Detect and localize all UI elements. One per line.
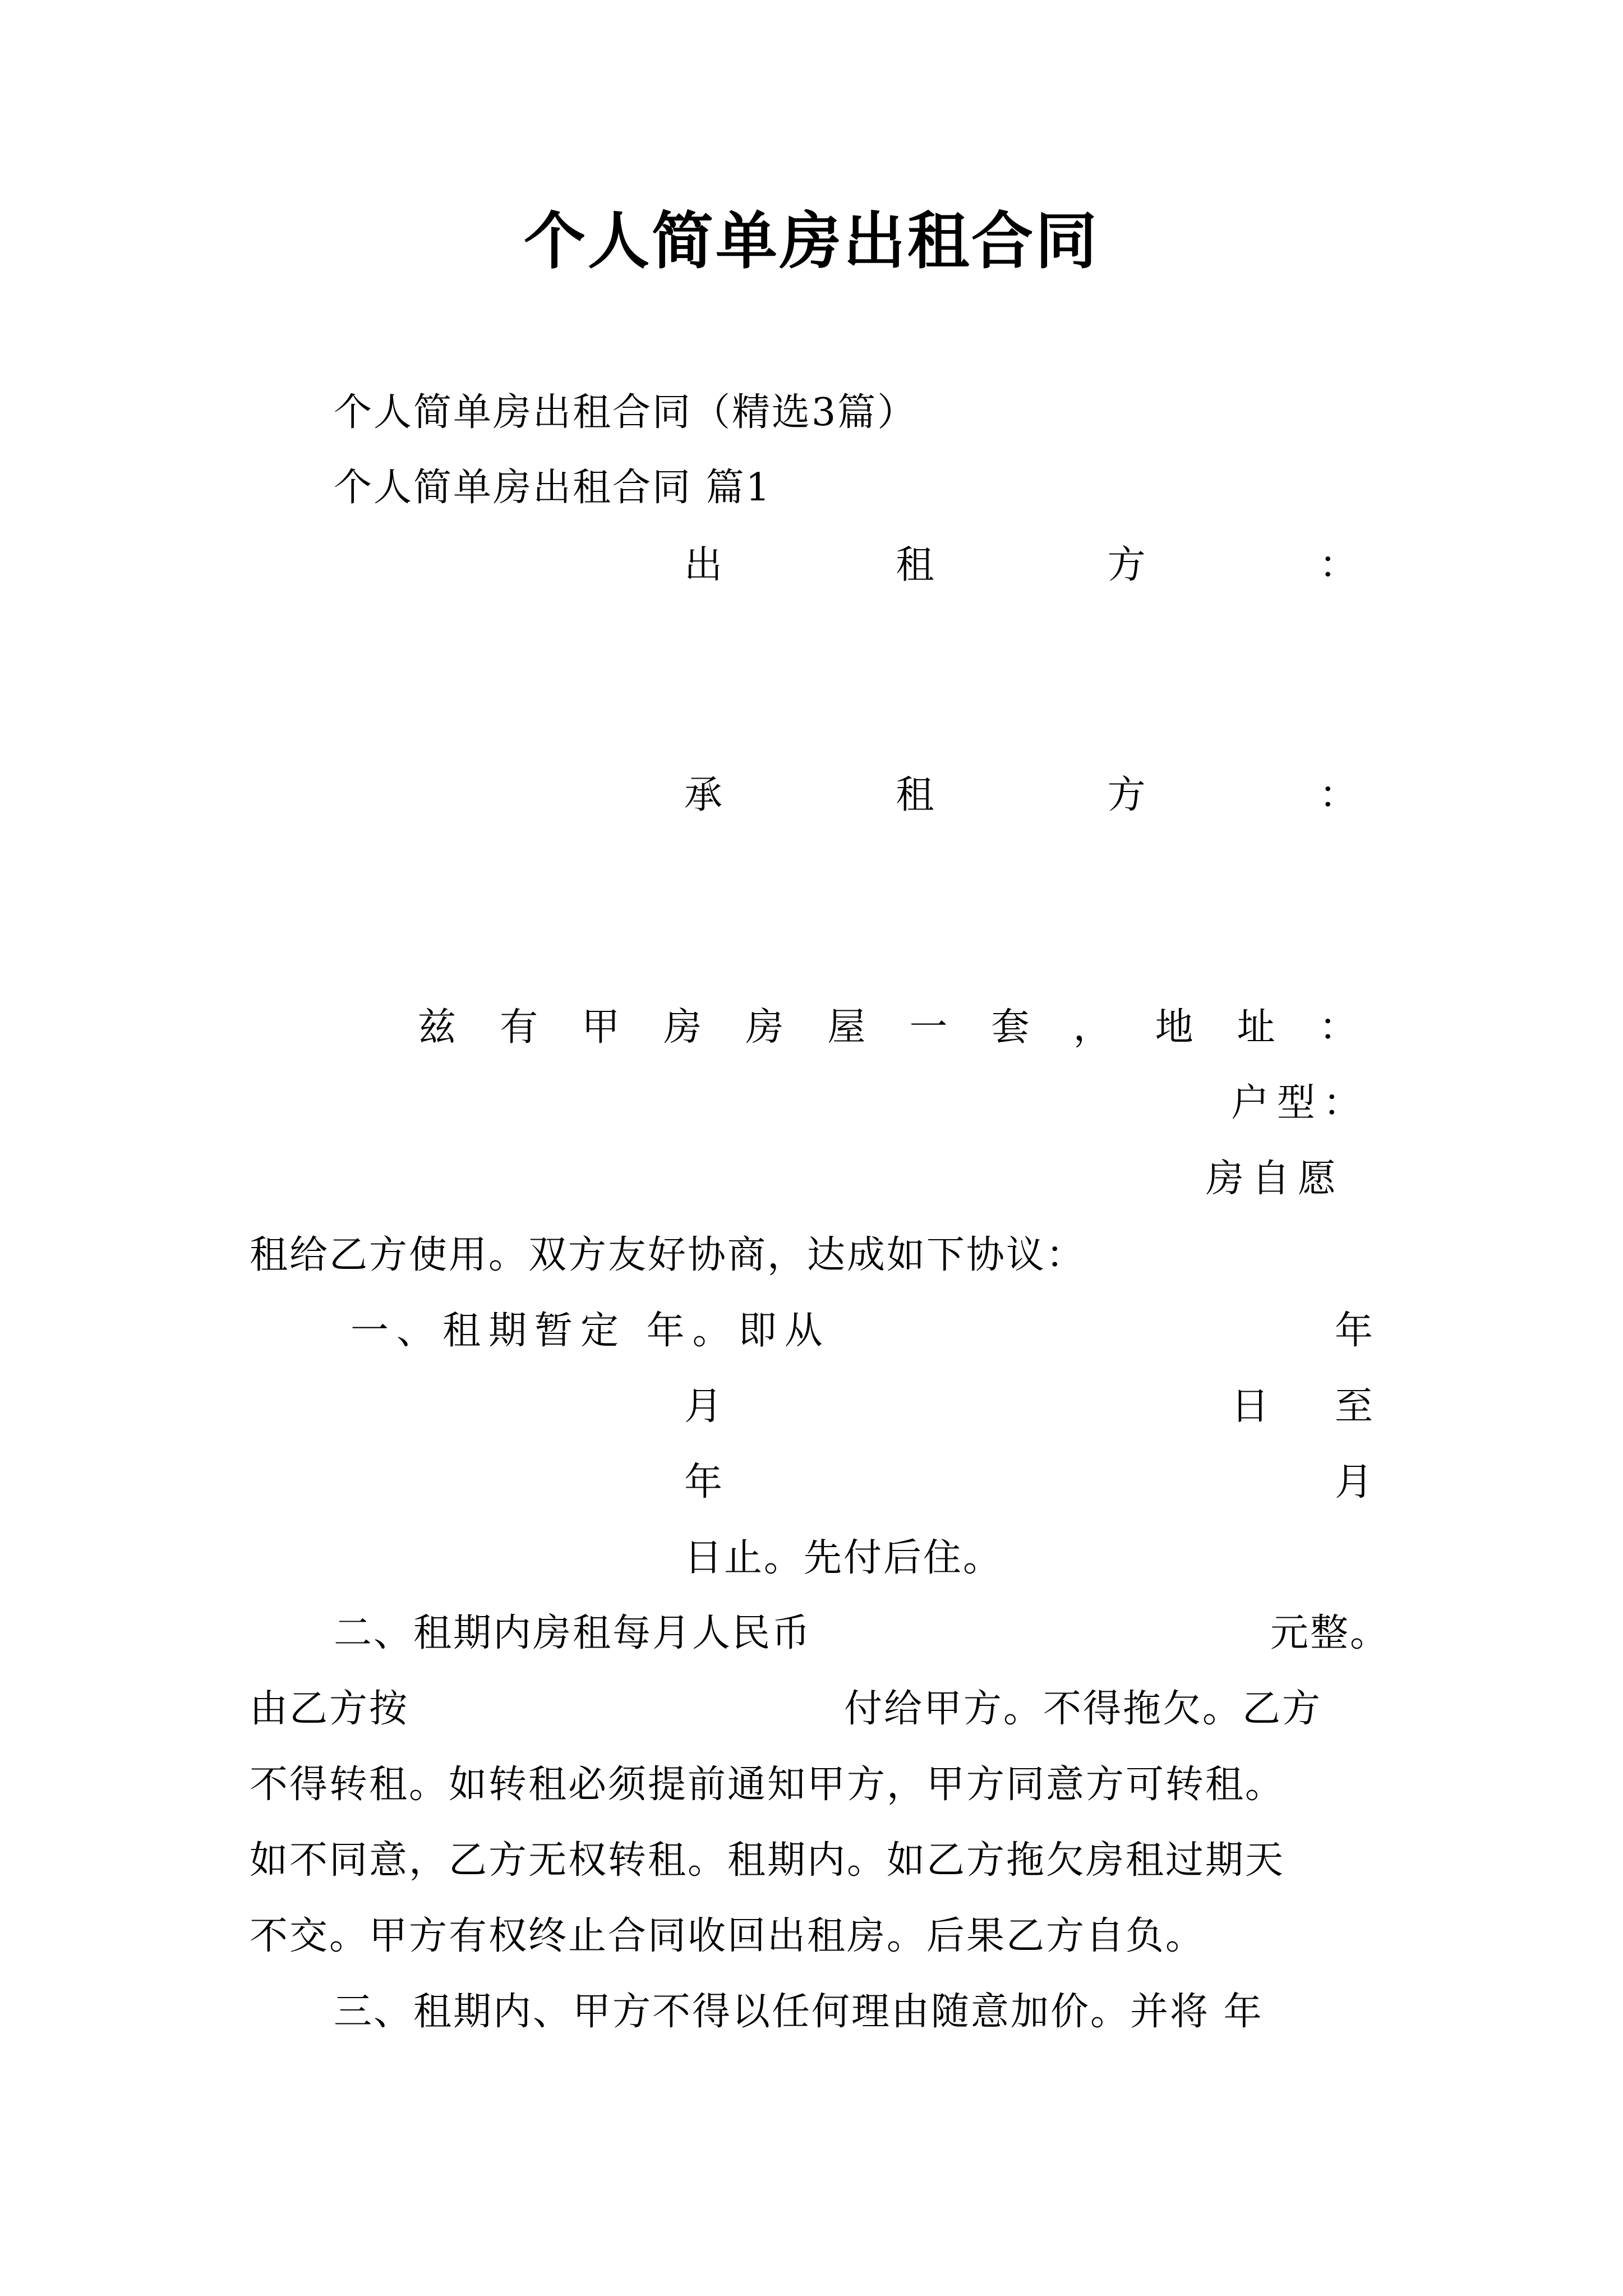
subtitle-collection: 个人简单房出租合同（精选3篇） <box>334 390 917 435</box>
clause3-line-a: 三、租期内、甲方不得以任何理由随意加价。并将 年 <box>334 1990 1264 2034</box>
lessee-line <box>684 767 1357 823</box>
voluntary-text: 房自愿 <box>1206 1157 1344 1201</box>
clause2-line-e: 不交。甲方有权终止合同收回出租房。后果乙方自负。 <box>250 1914 1206 1958</box>
lessor-char: 租 <box>896 543 934 587</box>
clause1-line-a-year: 年 <box>1335 1309 1373 1353</box>
address-char: 房 <box>745 1005 784 1050</box>
lessee-char: 承 <box>684 773 723 817</box>
address-char: 屋 <box>827 1005 866 1050</box>
lessor-colon: ： <box>1318 543 1357 587</box>
address-char: 有 <box>500 1005 538 1050</box>
lessee-colon: ： <box>1318 773 1357 817</box>
address-char: 一 <box>909 1005 948 1050</box>
address-char: 兹 <box>418 1005 457 1050</box>
clause1-month-2: 月 <box>1335 1460 1373 1504</box>
address-line <box>418 1000 1357 1056</box>
address-char: 房 <box>663 1005 702 1050</box>
clause2-line-a: 二、租期内房租每月人民币 <box>334 1611 812 1655</box>
clause2-line-b: 由乙方按 <box>250 1687 409 1731</box>
clause1-year-2: 年 <box>684 1460 723 1504</box>
address-char: 甲 <box>582 1005 620 1050</box>
clause1-end: 日止。先付后住。 <box>684 1536 1003 1580</box>
address-colon: ： <box>1318 1005 1357 1050</box>
clause1-month: 月 <box>684 1384 723 1429</box>
clause1-day: 日 <box>1231 1384 1270 1429</box>
address-char: 套 <box>991 1005 1030 1050</box>
document-title: 个人简单房出租合同 <box>524 205 1099 277</box>
house-type-label: 户型： <box>1231 1081 1370 1125</box>
lessee-char: 方 <box>1107 773 1146 817</box>
clause2-line-b-right: 付给甲方。不得拖欠。乙方 <box>844 1687 1322 1731</box>
rent-intro: 租给乙方使用。双方友好协商，达成如下协议： <box>250 1233 1086 1277</box>
clause2-line-c: 不得转租。如转租必须提前通知甲方，甲方同意方可转租。 <box>250 1763 1285 1807</box>
clause2-line-a-amount: 元整。 <box>1270 1611 1390 1655</box>
address-char: 地 <box>1155 1005 1193 1050</box>
clause2-line-d: 如不同意，乙方无权转租。租期内。如乙方拖欠房租过期天 <box>250 1838 1285 1883</box>
clause1-to: 至 <box>1335 1384 1373 1429</box>
subtitle-article: 个人简单房出租合同 篇1 <box>334 466 772 510</box>
clause1-line-a: 一、租期暂定 年。即从 <box>351 1309 831 1353</box>
lessor-line <box>684 537 1357 593</box>
lessor-char: 出 <box>684 543 723 587</box>
address-char: 址 <box>1237 1005 1275 1050</box>
lessee-char: 租 <box>896 773 934 817</box>
address-char: ， <box>1073 1005 1112 1050</box>
lessor-char: 方 <box>1107 543 1146 587</box>
